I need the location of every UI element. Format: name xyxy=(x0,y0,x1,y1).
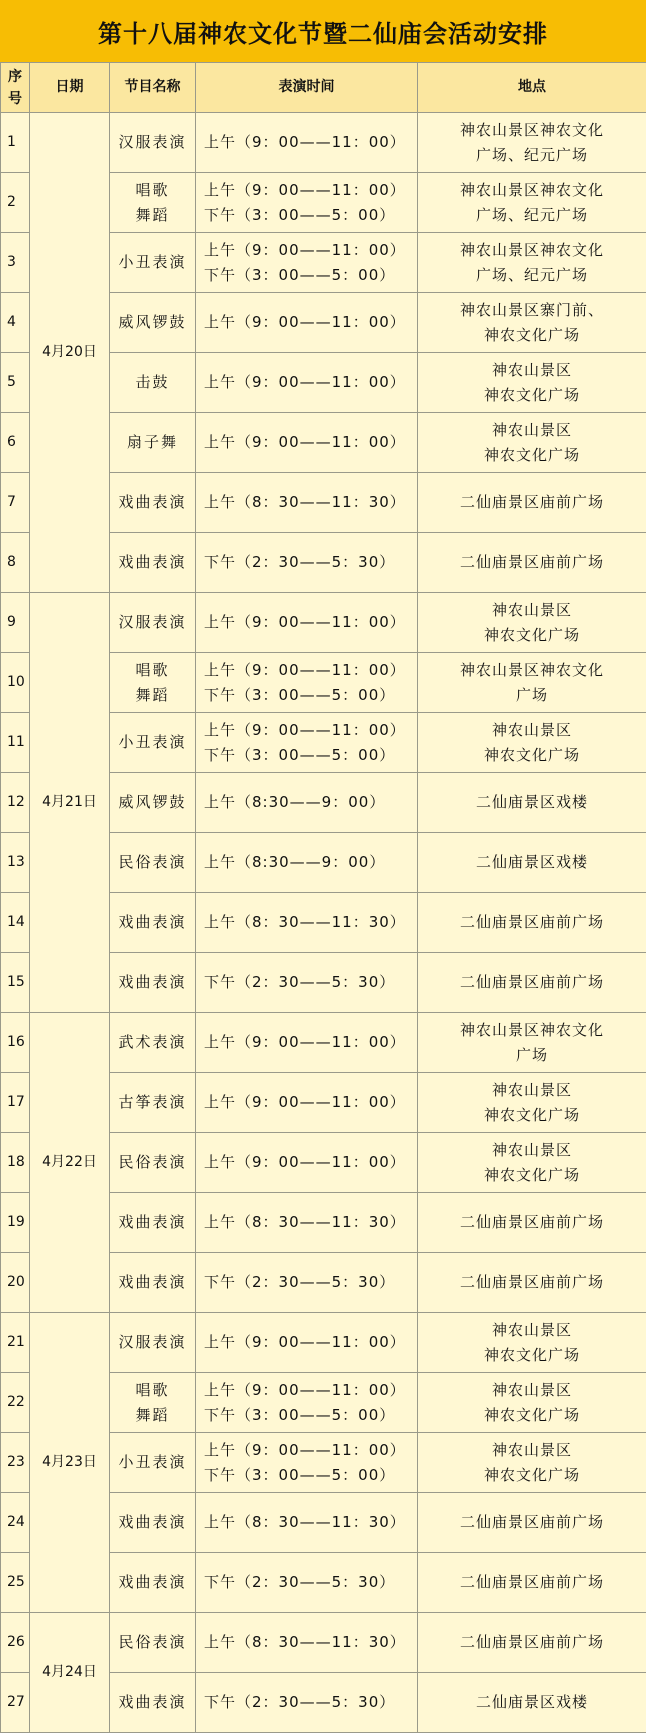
location-line: 二仙庙景区庙前广场 xyxy=(418,1270,646,1295)
time-cell xyxy=(196,1133,418,1193)
time-cell xyxy=(196,113,418,173)
location-line: 二仙庙景区庙前广场 xyxy=(418,1510,646,1535)
program-line: 小丑表演 xyxy=(110,1450,195,1475)
time-line: 上午（9：00——11：00） xyxy=(204,658,417,683)
location-line: 神农文化广场 xyxy=(418,383,646,408)
location-line: 广场 xyxy=(418,683,646,708)
program-line: 武术表演 xyxy=(110,1030,195,1055)
program-line: 唱歌 xyxy=(110,658,195,683)
time-cell xyxy=(196,653,418,713)
program-cell xyxy=(110,713,196,773)
time-line: 上午（9：00——11：00） xyxy=(204,238,417,263)
location-cell xyxy=(418,1253,646,1313)
header-location: 地点 xyxy=(418,63,646,113)
time-line: 上午（9：00——11：00） xyxy=(204,718,417,743)
time-cell xyxy=(196,1013,418,1073)
location-line: 神农山景区神农文化 xyxy=(418,658,646,683)
seq-cell: 11 xyxy=(1,713,30,773)
table-row xyxy=(1,113,646,173)
program-cell xyxy=(110,593,196,653)
program-cell xyxy=(110,773,196,833)
seq-cell: 22 xyxy=(1,1373,30,1433)
program-line: 舞蹈 xyxy=(110,683,195,708)
time-cell xyxy=(196,593,418,653)
seq-cell: 10 xyxy=(1,653,30,713)
seq-cell: 16 xyxy=(1,1013,30,1073)
program-line: 戏曲表演 xyxy=(110,910,195,935)
location-line: 二仙庙景区戏楼 xyxy=(418,790,646,815)
program-line: 古筝表演 xyxy=(110,1090,195,1115)
location-line: 神农山景区 xyxy=(418,1318,646,1343)
seq-cell: 4 xyxy=(1,293,30,353)
program-cell xyxy=(110,1673,196,1733)
location-line: 二仙庙景区庙前广场 xyxy=(418,1630,646,1655)
time-cell xyxy=(196,893,418,953)
time-cell xyxy=(196,1193,418,1253)
time-line: 下午（2：30——5：30） xyxy=(204,1570,417,1595)
location-cell xyxy=(418,1613,646,1673)
location-line: 神农山景区 xyxy=(418,358,646,383)
program-line: 民俗表演 xyxy=(110,850,195,875)
location-line: 神农文化广场 xyxy=(418,443,646,468)
location-line: 神农文化广场 xyxy=(418,323,646,348)
location-cell xyxy=(418,1433,646,1493)
location-line: 二仙庙景区庙前广场 xyxy=(418,490,646,515)
program-line: 戏曲表演 xyxy=(110,1270,195,1295)
seq-cell: 18 xyxy=(1,1133,30,1193)
seq-cell: 23 xyxy=(1,1433,30,1493)
time-cell xyxy=(196,473,418,533)
seq-cell: 25 xyxy=(1,1553,30,1613)
location-cell xyxy=(418,473,646,533)
time-line: 上午（9：00——11：00） xyxy=(204,178,417,203)
time-cell xyxy=(196,1433,418,1493)
location-cell xyxy=(418,773,646,833)
time-cell xyxy=(196,293,418,353)
seq-cell: 5 xyxy=(1,353,30,413)
program-cell xyxy=(110,1013,196,1073)
time-line: 下午（2：30——5：30） xyxy=(204,1270,417,1295)
seq-cell: 24 xyxy=(1,1493,30,1553)
time-line: 下午（3：00——5：00） xyxy=(204,1403,417,1428)
seq-cell: 26 xyxy=(1,1613,30,1673)
location-cell xyxy=(418,413,646,473)
program-line: 唱歌 xyxy=(110,178,195,203)
location-cell xyxy=(418,1133,646,1193)
program-line: 民俗表演 xyxy=(110,1150,195,1175)
program-line: 戏曲表演 xyxy=(110,1210,195,1235)
location-line: 广场、纪元广场 xyxy=(418,143,646,168)
location-line: 神农文化广场 xyxy=(418,1463,646,1488)
time-cell xyxy=(196,953,418,1013)
program-line: 戏曲表演 xyxy=(110,1570,195,1595)
time-line: 上午（9：00——11：00） xyxy=(204,130,417,155)
location-line: 广场、纪元广场 xyxy=(418,263,646,288)
location-line: 神农山景区 xyxy=(418,598,646,623)
location-line: 二仙庙景区庙前广场 xyxy=(418,1210,646,1235)
date-cell: 4月20日 xyxy=(30,113,110,593)
location-cell xyxy=(418,1673,646,1733)
time-line: 上午（8：30——11：30） xyxy=(204,910,417,935)
location-cell xyxy=(418,233,646,293)
location-cell xyxy=(418,533,646,593)
location-cell xyxy=(418,173,646,233)
time-line: 上午（9：00——11：00） xyxy=(204,1030,417,1055)
location-cell xyxy=(418,1193,646,1253)
table-row xyxy=(1,1013,646,1073)
location-line: 神农山景区 xyxy=(418,1078,646,1103)
seq-cell: 15 xyxy=(1,953,30,1013)
time-line: 上午（9：00——11：00） xyxy=(204,1438,417,1463)
time-line: 下午（3：00——5：00） xyxy=(204,203,417,228)
location-line: 神农山景区 xyxy=(418,1378,646,1403)
time-line: 下午（2：30——5：30） xyxy=(204,1690,417,1715)
program-cell xyxy=(110,1133,196,1193)
time-line: 下午（3：00——5：00） xyxy=(204,683,417,708)
time-line: 上午（9：00——11：00） xyxy=(204,1150,417,1175)
seq-cell: 7 xyxy=(1,473,30,533)
location-cell xyxy=(418,653,646,713)
time-cell xyxy=(196,833,418,893)
program-cell xyxy=(110,473,196,533)
seq-cell: 9 xyxy=(1,593,30,653)
schedule-body xyxy=(1,113,646,1733)
location-line: 神农山景区 xyxy=(418,718,646,743)
time-cell xyxy=(196,1253,418,1313)
time-cell xyxy=(196,1493,418,1553)
program-line: 汉服表演 xyxy=(110,130,195,155)
time-line: 上午（8:30——9：00） xyxy=(204,850,417,875)
location-cell xyxy=(418,1013,646,1073)
location-cell xyxy=(418,1073,646,1133)
location-cell xyxy=(418,1553,646,1613)
time-cell xyxy=(196,533,418,593)
header-program: 节目名称 xyxy=(110,63,196,113)
location-line: 神农山景区 xyxy=(418,1138,646,1163)
program-cell xyxy=(110,293,196,353)
location-line: 神农山景区神农文化 xyxy=(418,238,646,263)
program-line: 威风锣鼓 xyxy=(110,790,195,815)
location-line: 二仙庙景区庙前广场 xyxy=(418,550,646,575)
time-cell xyxy=(196,1073,418,1133)
time-cell xyxy=(196,173,418,233)
time-line: 下午（3：00——5：00） xyxy=(204,743,417,768)
location-line: 广场、纪元广场 xyxy=(418,203,646,228)
location-line: 二仙庙景区庙前广场 xyxy=(418,1570,646,1595)
location-line: 神农山景区 xyxy=(418,1438,646,1463)
time-line: 上午（9：00——11：00） xyxy=(204,610,417,635)
program-line: 舞蹈 xyxy=(110,203,195,228)
date-cell: 4月22日 xyxy=(30,1013,110,1313)
program-cell xyxy=(110,233,196,293)
program-line: 民俗表演 xyxy=(110,1630,195,1655)
seq-cell: 13 xyxy=(1,833,30,893)
time-line: 上午（9：00——11：00） xyxy=(204,1378,417,1403)
time-cell xyxy=(196,1673,418,1733)
location-line: 二仙庙景区庙前广场 xyxy=(418,970,646,995)
location-line: 神农山景区寨门前、 xyxy=(418,298,646,323)
time-line: 上午（8：30——11：30） xyxy=(204,1510,417,1535)
seq-cell: 1 xyxy=(1,113,30,173)
location-line: 神农文化广场 xyxy=(418,1103,646,1128)
time-cell xyxy=(196,1313,418,1373)
table-row xyxy=(1,593,646,653)
time-cell xyxy=(196,1373,418,1433)
program-cell xyxy=(110,113,196,173)
location-cell xyxy=(418,713,646,773)
location-cell xyxy=(418,833,646,893)
program-line: 扇子舞 xyxy=(110,430,195,455)
time-line: 上午（9：00——11：00） xyxy=(204,430,417,455)
seq-cell: 8 xyxy=(1,533,30,593)
location-line: 神农文化广场 xyxy=(418,743,646,768)
program-cell xyxy=(110,533,196,593)
date-cell: 4月23日 xyxy=(30,1313,110,1613)
location-line: 神农文化广场 xyxy=(418,623,646,648)
program-cell xyxy=(110,1373,196,1433)
program-cell xyxy=(110,1193,196,1253)
time-line: 下午（2：30——5：30） xyxy=(204,970,417,995)
header-seq: 序 号 xyxy=(1,63,30,113)
seq-cell: 17 xyxy=(1,1073,30,1133)
header-row xyxy=(1,63,646,113)
page-title: 第十八届神农文化节暨二仙庙会活动安排 xyxy=(0,0,646,63)
location-line: 神农山景区 xyxy=(418,418,646,443)
time-line: 上午（9：00——11：00） xyxy=(204,1090,417,1115)
program-line: 舞蹈 xyxy=(110,1403,195,1428)
date-cell: 4月24日 xyxy=(30,1613,110,1733)
location-cell xyxy=(418,1373,646,1433)
time-cell xyxy=(196,773,418,833)
location-line: 二仙庙景区戏楼 xyxy=(418,1690,646,1715)
program-cell xyxy=(110,1253,196,1313)
seq-cell: 20 xyxy=(1,1253,30,1313)
location-line: 广场 xyxy=(418,1043,646,1068)
program-line: 小丑表演 xyxy=(110,730,195,755)
location-cell xyxy=(418,353,646,413)
program-line: 汉服表演 xyxy=(110,1330,195,1355)
program-line: 戏曲表演 xyxy=(110,970,195,995)
program-cell xyxy=(110,353,196,413)
location-line: 二仙庙景区戏楼 xyxy=(418,850,646,875)
location-line: 神农山景区神农文化 xyxy=(418,178,646,203)
program-line: 唱歌 xyxy=(110,1378,195,1403)
program-line: 戏曲表演 xyxy=(110,550,195,575)
program-line: 汉服表演 xyxy=(110,610,195,635)
time-line: 上午（8：30——11：30） xyxy=(204,1210,417,1235)
time-line: 上午（9：00——11：00） xyxy=(204,1330,417,1355)
time-line: 上午（8:30——9：00） xyxy=(204,790,417,815)
time-cell xyxy=(196,413,418,473)
location-cell xyxy=(418,1313,646,1373)
location-cell xyxy=(418,293,646,353)
location-cell xyxy=(418,953,646,1013)
location-cell xyxy=(418,593,646,653)
location-line: 神农文化广场 xyxy=(418,1163,646,1188)
time-cell xyxy=(196,713,418,773)
seq-cell: 27 xyxy=(1,1673,30,1733)
time-line: 下午（3：00——5：00） xyxy=(204,263,417,288)
program-cell xyxy=(110,1553,196,1613)
time-line: 上午（9：00——11：00） xyxy=(204,310,417,335)
seq-cell: 19 xyxy=(1,1193,30,1253)
time-cell xyxy=(196,1553,418,1613)
time-line: 上午（9：00——11：00） xyxy=(204,370,417,395)
table-row xyxy=(1,1613,646,1673)
time-line: 下午（2：30——5：30） xyxy=(204,550,417,575)
program-line: 击鼓 xyxy=(110,370,195,395)
program-cell xyxy=(110,833,196,893)
location-cell xyxy=(418,893,646,953)
schedule-table xyxy=(0,62,646,1733)
seq-cell: 12 xyxy=(1,773,30,833)
program-cell xyxy=(110,173,196,233)
program-cell xyxy=(110,413,196,473)
program-cell xyxy=(110,653,196,713)
time-line: 上午（8：30——11：30） xyxy=(204,490,417,515)
time-cell xyxy=(196,1613,418,1673)
time-line: 上午（8：30——11：30） xyxy=(204,1630,417,1655)
location-line: 神农文化广场 xyxy=(418,1403,646,1428)
program-line: 戏曲表演 xyxy=(110,1510,195,1535)
program-line: 戏曲表演 xyxy=(110,1690,195,1715)
program-cell xyxy=(110,893,196,953)
header-time: 表演时间 xyxy=(196,63,418,113)
table-row xyxy=(1,1313,646,1373)
program-cell xyxy=(110,1613,196,1673)
seq-cell: 21 xyxy=(1,1313,30,1373)
program-line: 威风锣鼓 xyxy=(110,310,195,335)
program-cell xyxy=(110,1433,196,1493)
time-line: 下午（3：00——5：00） xyxy=(204,1463,417,1488)
date-cell: 4月21日 xyxy=(30,593,110,1013)
seq-cell: 6 xyxy=(1,413,30,473)
time-cell xyxy=(196,353,418,413)
program-line: 戏曲表演 xyxy=(110,490,195,515)
location-line: 神农山景区神农文化 xyxy=(418,118,646,143)
program-cell xyxy=(110,1073,196,1133)
location-cell xyxy=(418,1493,646,1553)
seq-cell: 2 xyxy=(1,173,30,233)
seq-cell: 14 xyxy=(1,893,30,953)
location-line: 神农文化广场 xyxy=(418,1343,646,1368)
location-line: 神农山景区神农文化 xyxy=(418,1018,646,1043)
program-cell xyxy=(110,1493,196,1553)
seq-cell: 3 xyxy=(1,233,30,293)
program-cell xyxy=(110,1313,196,1373)
program-line: 小丑表演 xyxy=(110,250,195,275)
time-cell xyxy=(196,233,418,293)
program-cell xyxy=(110,953,196,1013)
location-cell xyxy=(418,113,646,173)
location-line: 二仙庙景区庙前广场 xyxy=(418,910,646,935)
header-date: 日期 xyxy=(30,63,110,113)
